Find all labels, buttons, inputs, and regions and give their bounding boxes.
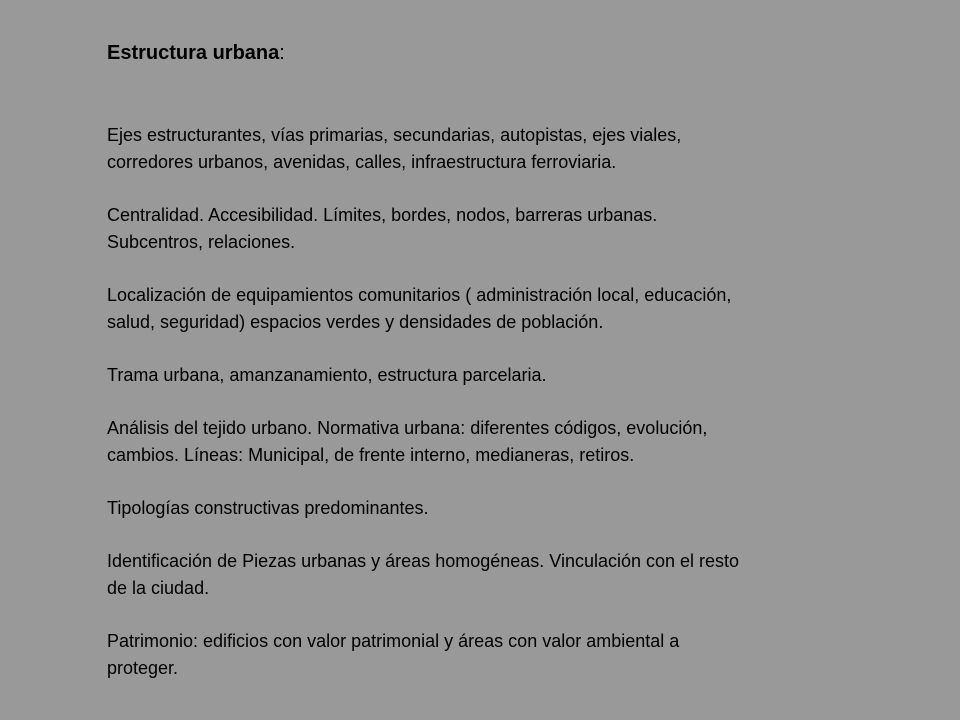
slide-title bbox=[107, 38, 907, 68]
paragraph-line: salud, seguridad) espacios verdes y densidades de población. bbox=[107, 312, 604, 332]
paragraph-line: cambios. Líneas: Municipal, de frente interno, medianeras, retiros. bbox=[107, 445, 635, 465]
paragraph-line: Análisis del tejido urbano. Normativa urbana: diferentes códigos, evolución, bbox=[107, 418, 708, 438]
paragraph-line: Centralidad. Accesibilidad. Límites, bordes, nodos, barreras urbanas. bbox=[107, 205, 658, 225]
paragraph-line: corredores urbanos, avenidas, calles, infraestructura ferroviaria. bbox=[107, 152, 617, 172]
paragraph-patrimonio bbox=[107, 628, 907, 682]
paragraph-equipamientos bbox=[107, 282, 907, 336]
slide-title-colon: : bbox=[279, 42, 285, 64]
paragraph-line: Trama urbana, amanzanamiento, estructura parcelaria. bbox=[107, 365, 547, 385]
paragraph-tejido bbox=[107, 415, 907, 469]
slide-content bbox=[107, 38, 907, 682]
paragraph-ejes bbox=[107, 122, 907, 176]
slide-title-text: Estructura urbana bbox=[107, 42, 280, 64]
paragraph-trama bbox=[107, 362, 907, 389]
paragraph-line: proteger. bbox=[107, 658, 179, 678]
paragraph-line: Identificación de Piezas urbanas y áreas homogéneas. Vinculación con el resto bbox=[107, 551, 740, 571]
paragraph-piezas bbox=[107, 548, 907, 602]
paragraph-line: Ejes estructurantes, vías primarias, secundarias, autopistas, ejes viales, bbox=[107, 125, 682, 145]
paragraph-line: Patrimonio: edificios con valor patrimonial y áreas con valor ambiental a bbox=[107, 631, 680, 651]
paragraph-line: Tipologías constructivas predominantes. bbox=[107, 498, 429, 518]
paragraph-line: Localización de equipamientos comunitarios ( administración local, educación, bbox=[107, 285, 732, 305]
paragraph-tipologias bbox=[107, 495, 907, 522]
paragraph-centralidad bbox=[107, 202, 907, 256]
paragraph-line: de la ciudad. bbox=[107, 578, 210, 598]
paragraph-line: Subcentros, relaciones. bbox=[107, 232, 296, 252]
